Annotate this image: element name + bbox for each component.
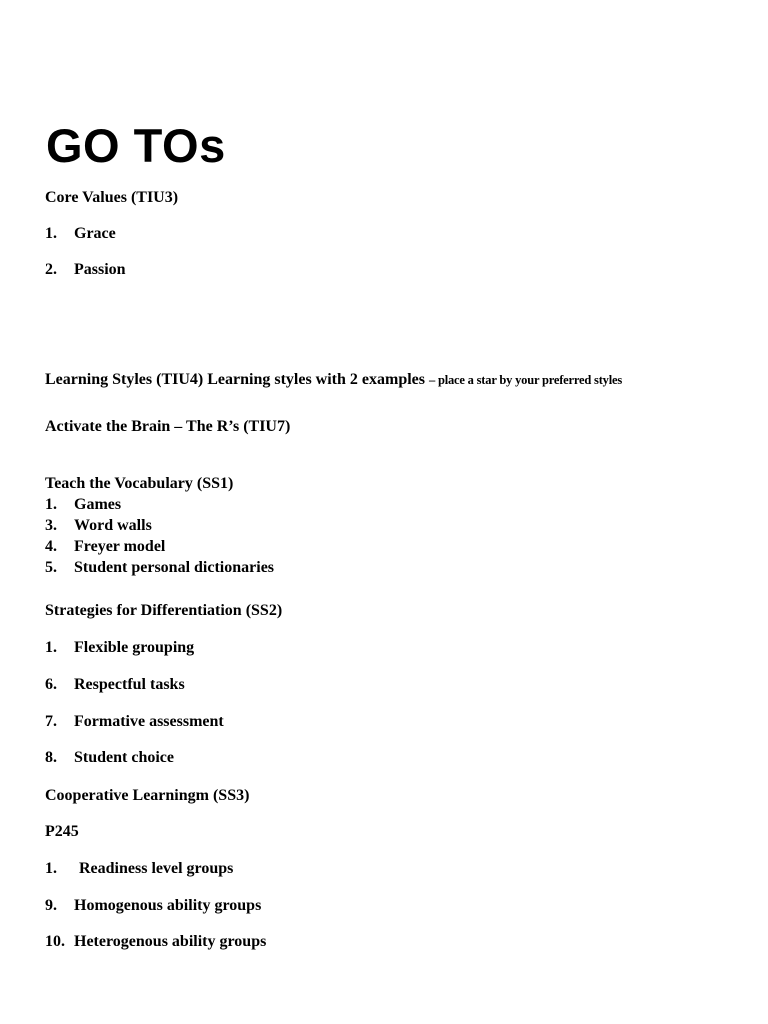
differentiation-item-4 [45, 748, 174, 768]
list-number: 6. [45, 676, 57, 693]
core-values-item-2 [45, 260, 126, 280]
vocabulary-item-2 [45, 516, 152, 536]
differentiation-item-1 [45, 638, 194, 658]
list-number: 1. [45, 225, 57, 242]
learning-styles-note: – place a star by your preferred styles [429, 373, 622, 387]
list-number: 3. [45, 517, 57, 534]
vocabulary-item-1 [45, 495, 121, 515]
list-item-text: Student personal dictionaries [74, 559, 275, 576]
learning-styles-title: Learning Styles (TIU4) Learning styles with 2 examples [45, 371, 425, 388]
list-number: 5. [45, 559, 57, 576]
list-item-text: Readiness level groups [79, 860, 234, 877]
core-values-item-1 [45, 224, 116, 244]
list-item-text: Flexible grouping [74, 639, 195, 656]
vocabulary-heading: Teach the Vocabulary (SS1) [45, 475, 234, 492]
differentiation-item-2 [45, 675, 185, 695]
list-item-text: Grace [74, 225, 116, 242]
list-item-text: Formative assessment [74, 713, 224, 730]
page-title: GO TOs [46, 119, 226, 172]
list-item-text: Respectful tasks [74, 676, 185, 693]
list-item-text: Student choice [74, 749, 174, 766]
list-number: 8. [45, 749, 57, 766]
activate-brain-heading: Activate the Brain – The R’s (TIU7) [45, 418, 291, 435]
list-number: 7. [45, 713, 57, 730]
cooperative-item-2 [45, 896, 261, 916]
list-item-text: Homogenous ability groups [74, 897, 262, 914]
list-number: 9. [45, 897, 57, 914]
list-number: 2. [45, 261, 57, 278]
list-number: 4. [45, 538, 57, 555]
list-item-text: Freyer model [74, 538, 166, 555]
cooperative-page-ref: P245 [45, 823, 79, 840]
differentiation-item-3 [45, 712, 224, 732]
vocabulary-item-3 [45, 537, 165, 557]
list-item-text: Passion [74, 261, 126, 278]
cooperative-heading: Cooperative Learningm (SS3) [45, 787, 250, 804]
core-values-heading: Core Values (TIU3) [45, 189, 179, 206]
list-number: 10. [45, 933, 65, 950]
list-number: 1. [45, 860, 57, 877]
list-item-text: Word walls [74, 517, 152, 534]
cooperative-item-1 [45, 859, 233, 879]
list-number: 1. [45, 639, 57, 656]
learning-styles-heading [45, 370, 622, 390]
differentiation-heading: Strategies for Differentiation (SS2) [45, 602, 283, 619]
vocabulary-item-4 [45, 558, 274, 578]
list-item-text: Heterogenous ability groups [74, 933, 267, 950]
list-item-text: Games [74, 496, 122, 513]
cooperative-item-3 [45, 932, 266, 952]
list-number: 1. [45, 496, 57, 513]
